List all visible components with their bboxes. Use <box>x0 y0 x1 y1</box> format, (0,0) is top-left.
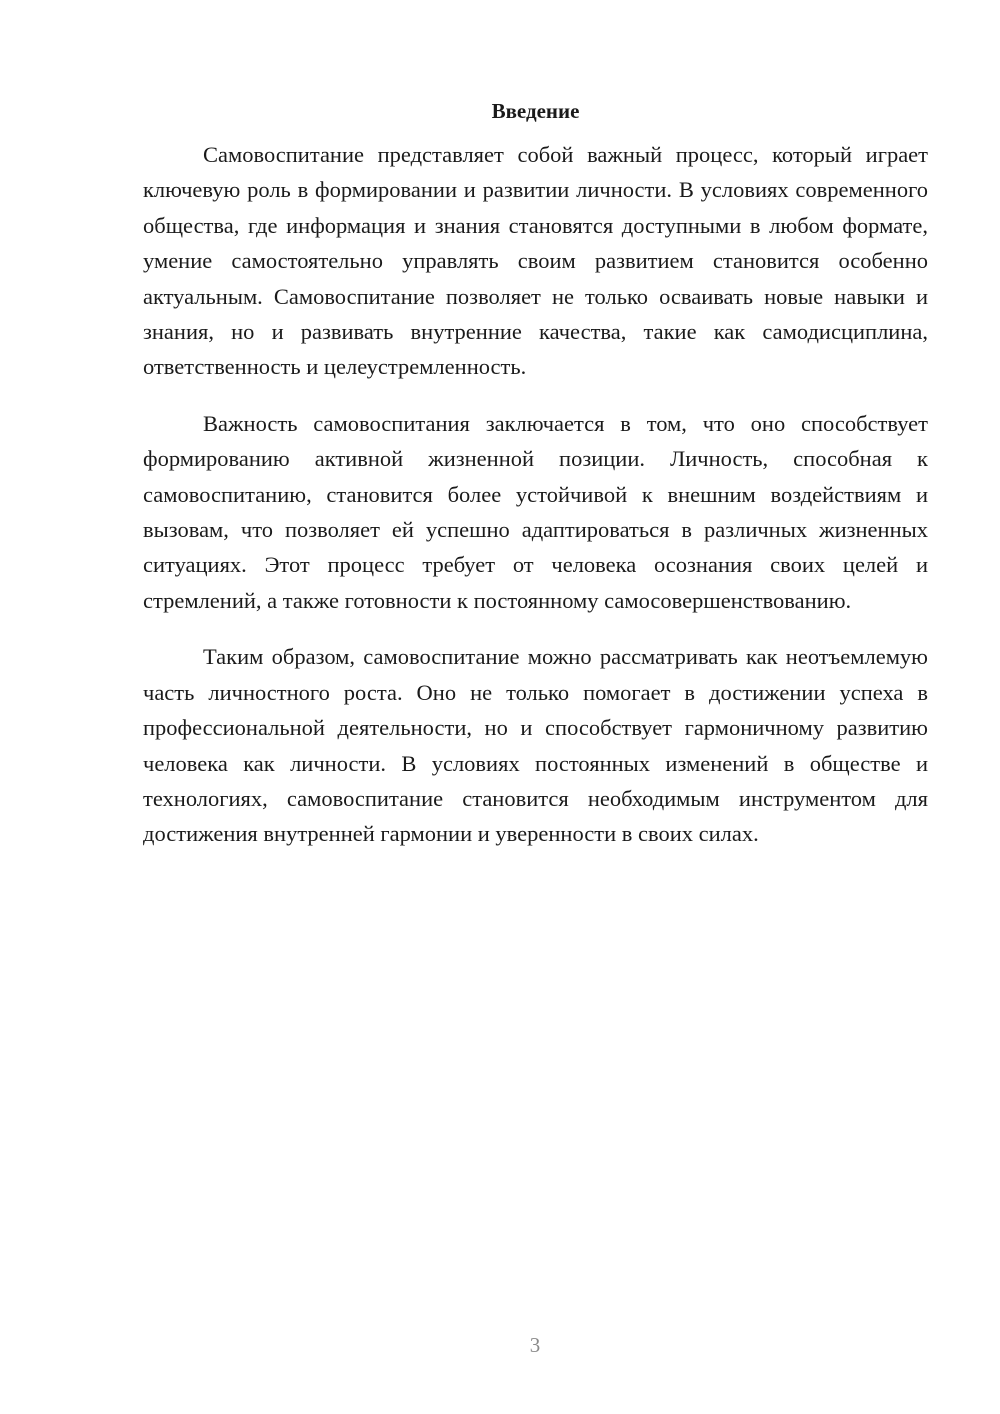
page-content <box>143 95 928 873</box>
section-title: Введение <box>491 99 580 123</box>
paragraph-2: Важность самовоспитания заключается в том, что оно способствует формированию активной жизненной позиции. Личность, способная к самовоспитанию, становится более устойчивой к внешним воздействиям и вызовам, что позволяет ей успешно адаптироваться в различных жизненных ситуациях. Этот процесс требует от человека осознания своих целей и стремлений, а также готовности к постоянному самосовершенствованию. <box>143 410 928 613</box>
paragraph-3: Таким образом, самовоспитание можно рассматривать как неотъемлемую часть личностного роста. Оно не только помогает в достижении успеха в профессиональной деятельности, но и способствует гармоничному развитию человека как личности. В условиях постоянных изменений в обществе и технологиях, самовоспитание становится необходимым инструментом для достижения внутренней гармонии и уверенности в своих силах. <box>143 644 928 847</box>
page-number: 3 <box>529 1333 541 1357</box>
paragraph-1: Самовоспитание представляет собой важный процесс, который играет ключевую роль в формировании и развитии личности. В условиях современного общества, где информация и знания становятся доступными в любом формате, умение самостоятельно управлять своим развитием становится особенно актуальным. Самовоспитание позволяет не только осваивать новые навыки и знания, но и развивать внутренние качества, такие как самодисциплина, ответственность и целеустремленность. <box>143 142 928 380</box>
